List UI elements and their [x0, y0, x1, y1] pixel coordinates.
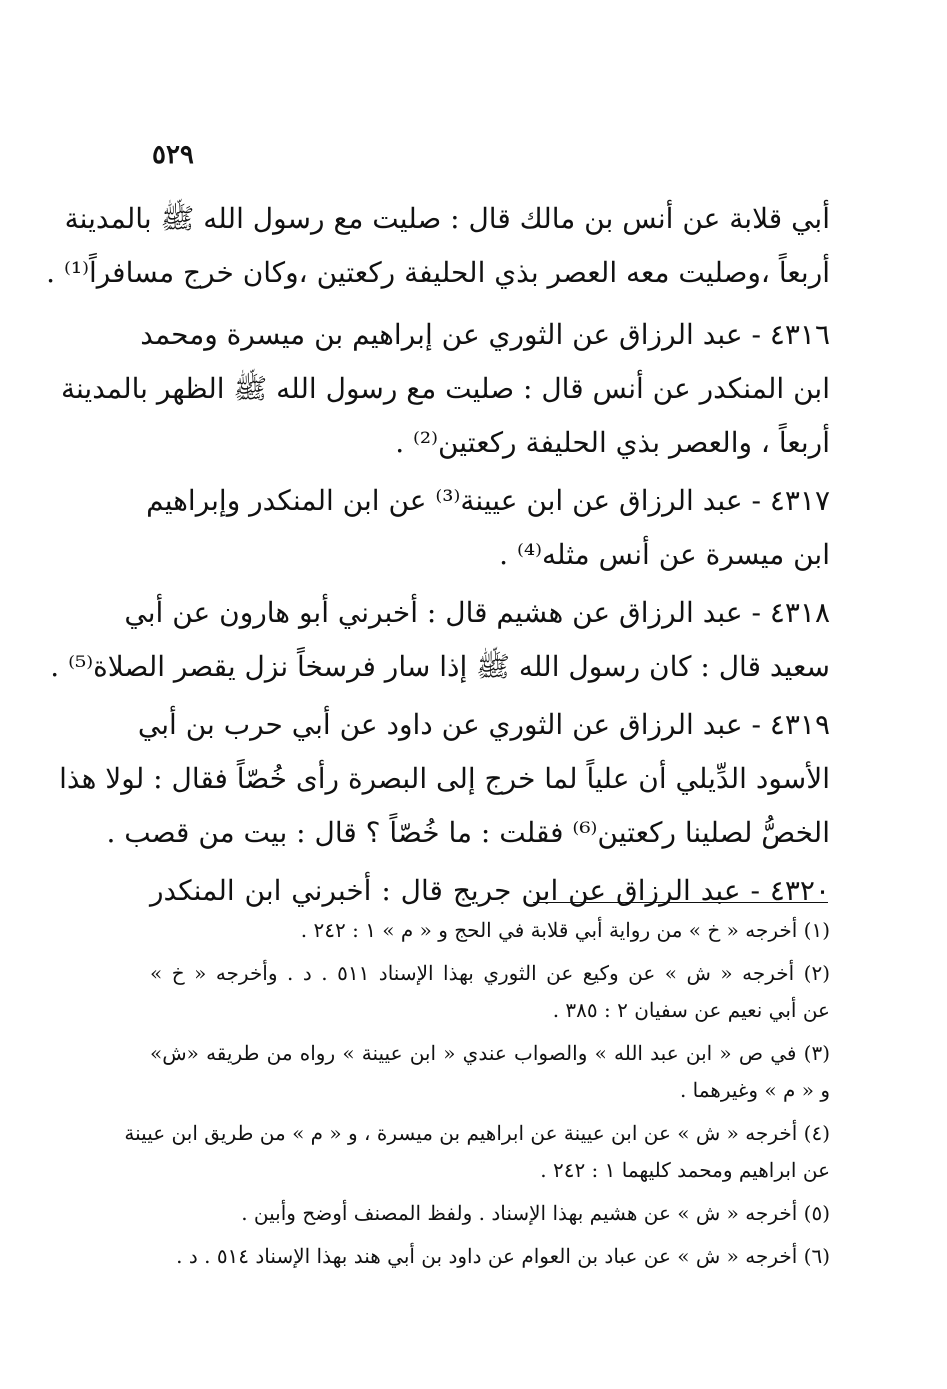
- footnote-4: [124, 1115, 830, 1189]
- text-line: ٤٣٢٠ - عبد الرزاق عن ابن جريج قال : أخبرني ابن المنكدر: [150, 874, 830, 907]
- footnote-line: (٤) أخرجه « ش » عن ابن عيينة عن ابراهيم بن ميسرة ، و « م » من طريق ابن عيينة: [124, 1121, 830, 1145]
- footnote-line: عن ابراهيم ومحمد كليهما ١ : ٢٤٢ .: [540, 1158, 830, 1182]
- footnote-1: [150, 912, 830, 949]
- footnotes: [124, 912, 830, 1281]
- text-line: أربعاً ، والعصر بذي الحليفة ركعتين⁽²⁾ .: [395, 426, 830, 459]
- text-line: ٤٣١٨ - عبد الرزاق عن هشيم قال : أخبرني أبو هارون عن أبي: [124, 596, 830, 629]
- text-line: سعيد قال : كان رسول الله ﷺ إذا سار فرسخاً نزل يقصر الصلاة⁽⁵⁾ .: [50, 650, 830, 683]
- text-line: أبي قلابة عن أنس بن مالك قال : صليت مع رسول الله ﷺ بالمدينة: [64, 202, 830, 235]
- footnote-line: (٢) أخرجه « ش » عن وكيع عن الثوري بهذا الإسناد ٥١١ . د . وأخرجه « خ »: [150, 961, 830, 985]
- hadith-4316: [60, 308, 830, 470]
- hadith-4317: [146, 474, 830, 582]
- text-line: الخصُّ لصلينا ركعتين⁽⁶⁾ فقلت : ما خُصّاً ؟ قال : بيت من قصب .: [106, 816, 830, 849]
- text-line: الأسود الدِّيلي أن علياً لما خرج إلى البصرة رأى خُصّاً فقال : لولا هذا: [59, 762, 830, 795]
- text-line: ٤٣١٩ - عبد الرزاق عن الثوري عن داود عن أبي حرب بن أبي: [137, 708, 830, 741]
- footnote-2: [150, 955, 830, 1029]
- hadith-4319: [59, 698, 830, 860]
- page-number: ٥٢٩: [152, 140, 194, 170]
- text-line: أربعاً ،وصليت معه العصر بذي الحليفة ركعتين ،وكان خرج مسافراً⁽¹⁾ .: [46, 256, 830, 289]
- text-line: ٤٣١٧ - عبد الرزاق عن ابن عيينة⁽³⁾ عن ابن المنكدر وإبراهيم: [146, 484, 830, 517]
- text-line: ٤٣١٦ - عبد الرزاق عن الثوري عن إبراهيم بن ميسرة ومحمد: [140, 318, 830, 351]
- footnote-6: [150, 1238, 830, 1275]
- footnote-line: و « م » وغيرهما .: [679, 1078, 830, 1102]
- paragraph: [46, 192, 830, 300]
- footnote-separator: [533, 902, 828, 903]
- hadith-4320: [150, 864, 830, 918]
- hadith-4318: [50, 586, 830, 694]
- text-line: ابن ميسرة عن أنس مثله⁽⁴⁾ .: [499, 538, 830, 571]
- footnote-line: (٦) أخرجه « ش » عن عباد بن العوام عن داود بن أبي هند بهذا الإسناد ٥١٤ . د .: [176, 1244, 830, 1268]
- footnote-5: [150, 1195, 830, 1232]
- footnote-line: (٣) في ص « ابن عبد الله » والصواب عندي « ابن عيينة » رواه من طريقه «ش»: [150, 1041, 830, 1065]
- text-line: ابن المنكدر عن أنس قال : صليت مع رسول الله ﷺ الظهر بالمدينة: [60, 372, 830, 405]
- main-text: [46, 192, 830, 922]
- footnote-line: (١) أخرجه « خ » من رواية أبي قلابة في الحج و « م » ١ : ٢٤٢ .: [300, 918, 830, 942]
- footnote-3: [150, 1035, 830, 1109]
- footnote-line: عن أبي نعيم عن سفيان ٢ : ٣٨٥ .: [552, 998, 830, 1022]
- footnote-line: (٥) أخرجه « ش » عن هشيم بهذا الإسناد . ولفظ المصنف أوضح وأبين .: [241, 1201, 830, 1225]
